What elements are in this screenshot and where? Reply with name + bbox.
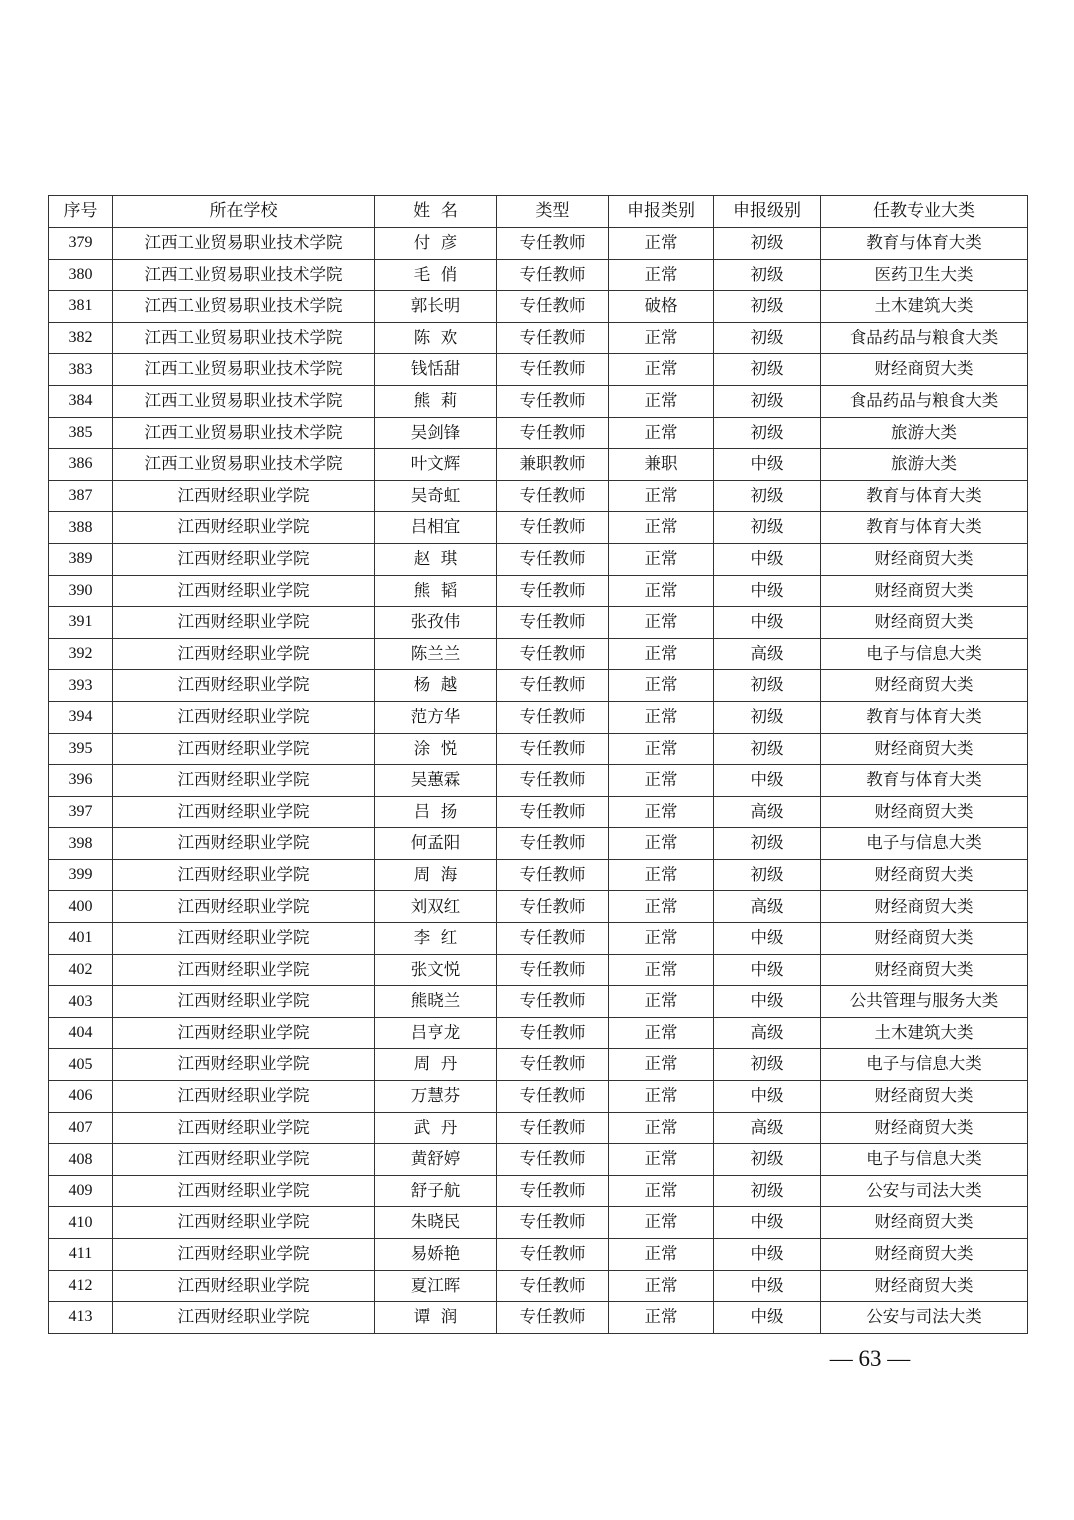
cell-number: 386 <box>49 449 113 481</box>
cell-application-category: 正常 <box>609 322 714 354</box>
cell-application-category: 正常 <box>609 796 714 828</box>
cell-major-category: 食品药品与粮食大类 <box>821 322 1028 354</box>
cell-major-category: 财经商贸大类 <box>821 354 1028 386</box>
cell-name: 万慧芬 <box>375 1081 497 1113</box>
cell-application-level: 中级 <box>714 1270 821 1302</box>
table-row <box>49 1239 1028 1271</box>
cell-application-category: 正常 <box>609 1239 714 1271</box>
table-row <box>49 638 1028 670</box>
cell-application-level: 初级 <box>714 733 821 765</box>
cell-type: 专任教师 <box>497 701 609 733</box>
cell-application-category: 正常 <box>609 1302 714 1334</box>
cell-type: 专任教师 <box>497 1207 609 1239</box>
cell-application-level: 中级 <box>714 607 821 639</box>
table-row <box>49 417 1028 449</box>
cell-number: 388 <box>49 512 113 544</box>
cell-number: 387 <box>49 480 113 512</box>
table-row <box>49 1302 1028 1334</box>
table-row <box>49 1207 1028 1239</box>
cell-major-category: 财经商贸大类 <box>821 1081 1028 1113</box>
cell-type: 专任教师 <box>497 1270 609 1302</box>
cell-name: 武 丹 <box>375 1112 497 1144</box>
cell-number: 399 <box>49 859 113 891</box>
cell-application-level: 初级 <box>714 354 821 386</box>
table-row <box>49 701 1028 733</box>
cell-school: 江西财经职业学院 <box>113 765 375 797</box>
cell-name: 赵 琪 <box>375 543 497 575</box>
cell-name: 何孟阳 <box>375 828 497 860</box>
cell-application-category: 正常 <box>609 228 714 260</box>
cell-number: 395 <box>49 733 113 765</box>
cell-school: 江西财经职业学院 <box>113 480 375 512</box>
cell-school: 江西财经职业学院 <box>113 733 375 765</box>
cell-major-category: 土木建筑大类 <box>821 1017 1028 1049</box>
cell-school: 江西工业贸易职业技术学院 <box>113 228 375 260</box>
cell-school: 江西财经职业学院 <box>113 638 375 670</box>
cell-number: 396 <box>49 765 113 797</box>
cell-type: 专任教师 <box>497 1049 609 1081</box>
cell-application-level: 中级 <box>714 449 821 481</box>
cell-school: 江西财经职业学院 <box>113 796 375 828</box>
cell-number: 383 <box>49 354 113 386</box>
cell-application-level: 初级 <box>714 417 821 449</box>
cell-number: 391 <box>49 607 113 639</box>
cell-number: 411 <box>49 1239 113 1271</box>
cell-application-level: 初级 <box>714 1175 821 1207</box>
cell-name: 郭长明 <box>375 291 497 323</box>
cell-application-category: 兼职 <box>609 449 714 481</box>
cell-type: 专任教师 <box>497 670 609 702</box>
cell-name: 刘双红 <box>375 891 497 923</box>
cell-name: 黄舒婷 <box>375 1144 497 1176</box>
cell-application-category: 正常 <box>609 417 714 449</box>
cell-type: 专任教师 <box>497 417 609 449</box>
cell-name: 舒子航 <box>375 1175 497 1207</box>
cell-number: 407 <box>49 1112 113 1144</box>
cell-school: 江西财经职业学院 <box>113 543 375 575</box>
cell-application-level: 高级 <box>714 891 821 923</box>
table-row <box>49 1049 1028 1081</box>
table-row <box>49 828 1028 860</box>
cell-name: 吴蕙霖 <box>375 765 497 797</box>
cell-number: 390 <box>49 575 113 607</box>
cell-major-category: 旅游大类 <box>821 417 1028 449</box>
cell-type: 专任教师 <box>497 923 609 955</box>
cell-school: 江西财经职业学院 <box>113 1302 375 1334</box>
cell-application-category: 正常 <box>609 512 714 544</box>
cell-name: 李 红 <box>375 923 497 955</box>
cell-application-level: 初级 <box>714 828 821 860</box>
cell-school: 江西财经职业学院 <box>113 1049 375 1081</box>
table-row <box>49 859 1028 891</box>
table-row <box>49 259 1028 291</box>
cell-application-level: 初级 <box>714 701 821 733</box>
cell-application-level: 中级 <box>714 1207 821 1239</box>
cell-name: 付 彦 <box>375 228 497 260</box>
cell-school: 江西财经职业学院 <box>113 701 375 733</box>
cell-name: 吴剑锋 <box>375 417 497 449</box>
cell-type: 专任教师 <box>497 228 609 260</box>
cell-major-category: 教育与体育大类 <box>821 512 1028 544</box>
cell-application-level: 初级 <box>714 291 821 323</box>
cell-application-level: 中级 <box>714 923 821 955</box>
cell-number: 409 <box>49 1175 113 1207</box>
cell-application-category: 正常 <box>609 828 714 860</box>
table-row <box>49 1112 1028 1144</box>
cell-type: 专任教师 <box>497 954 609 986</box>
cell-school: 江西财经职业学院 <box>113 1270 375 1302</box>
cell-application-level: 中级 <box>714 575 821 607</box>
cell-application-level: 中级 <box>714 986 821 1018</box>
cell-school: 江西财经职业学院 <box>113 670 375 702</box>
cell-name: 涂 悦 <box>375 733 497 765</box>
cell-name: 周 海 <box>375 859 497 891</box>
cell-number: 380 <box>49 259 113 291</box>
cell-major-category: 财经商贸大类 <box>821 796 1028 828</box>
cell-type: 专任教师 <box>497 607 609 639</box>
cell-application-level: 中级 <box>714 765 821 797</box>
cell-number: 381 <box>49 291 113 323</box>
cell-application-category: 正常 <box>609 923 714 955</box>
cell-number: 404 <box>49 1017 113 1049</box>
cell-school: 江西财经职业学院 <box>113 828 375 860</box>
cell-type: 专任教师 <box>497 1112 609 1144</box>
cell-name: 陈 欢 <box>375 322 497 354</box>
cell-application-category: 正常 <box>609 638 714 670</box>
cell-number: 394 <box>49 701 113 733</box>
cell-application-category: 正常 <box>609 607 714 639</box>
cell-application-level: 初级 <box>714 385 821 417</box>
cell-number: 393 <box>49 670 113 702</box>
cell-type: 专任教师 <box>497 1017 609 1049</box>
cell-name: 易娇艳 <box>375 1239 497 1271</box>
table-row <box>49 1081 1028 1113</box>
cell-name: 吕亨龙 <box>375 1017 497 1049</box>
cell-school: 江西财经职业学院 <box>113 1081 375 1113</box>
cell-application-level: 初级 <box>714 480 821 512</box>
cell-major-category: 财经商贸大类 <box>821 1239 1028 1271</box>
cell-application-category: 正常 <box>609 1207 714 1239</box>
cell-application-category: 正常 <box>609 543 714 575</box>
table-row <box>49 291 1028 323</box>
cell-application-category: 正常 <box>609 1112 714 1144</box>
table-header <box>49 196 1028 228</box>
cell-application-level: 初级 <box>714 259 821 291</box>
cell-application-level: 中级 <box>714 954 821 986</box>
cell-type: 专任教师 <box>497 986 609 1018</box>
page-number: — 63 — <box>829 1346 911 1371</box>
cell-name: 吕 扬 <box>375 796 497 828</box>
cell-school: 江西财经职业学院 <box>113 891 375 923</box>
table-row <box>49 449 1028 481</box>
cell-application-category: 正常 <box>609 701 714 733</box>
cell-application-level: 初级 <box>714 228 821 260</box>
cell-number: 406 <box>49 1081 113 1113</box>
table-row <box>49 954 1028 986</box>
cell-type: 专任教师 <box>497 1302 609 1334</box>
cell-major-category: 财经商贸大类 <box>821 1112 1028 1144</box>
teacher-roster-table <box>48 195 1028 1334</box>
cell-major-category: 财经商贸大类 <box>821 1207 1028 1239</box>
cell-major-category: 食品药品与粮食大类 <box>821 385 1028 417</box>
cell-name: 叶文辉 <box>375 449 497 481</box>
cell-application-category: 正常 <box>609 575 714 607</box>
table-row <box>49 543 1028 575</box>
cell-type: 专任教师 <box>497 1081 609 1113</box>
cell-number: 389 <box>49 543 113 575</box>
cell-major-category: 财经商贸大类 <box>821 891 1028 923</box>
cell-name: 杨 越 <box>375 670 497 702</box>
cell-application-category: 正常 <box>609 891 714 923</box>
cell-name: 夏江晖 <box>375 1270 497 1302</box>
cell-major-category: 旅游大类 <box>821 449 1028 481</box>
table-row <box>49 322 1028 354</box>
cell-application-level: 中级 <box>714 1239 821 1271</box>
cell-type: 专任教师 <box>497 291 609 323</box>
cell-major-category: 公安与司法大类 <box>821 1175 1028 1207</box>
cell-major-category: 财经商贸大类 <box>821 575 1028 607</box>
cell-major-category: 财经商贸大类 <box>821 543 1028 575</box>
header-cell-application-level: 申报级别 <box>714 196 821 228</box>
cell-major-category: 土木建筑大类 <box>821 291 1028 323</box>
cell-major-category: 医药卫生大类 <box>821 259 1028 291</box>
cell-type: 专任教师 <box>497 543 609 575</box>
cell-application-level: 初级 <box>714 322 821 354</box>
cell-application-category: 正常 <box>609 1144 714 1176</box>
cell-number: 410 <box>49 1207 113 1239</box>
table-body <box>49 228 1028 1334</box>
cell-application-category: 正常 <box>609 480 714 512</box>
cell-name: 张文悦 <box>375 954 497 986</box>
cell-name: 熊 韬 <box>375 575 497 607</box>
cell-type: 专任教师 <box>497 1144 609 1176</box>
cell-major-category: 财经商贸大类 <box>821 607 1028 639</box>
cell-school: 江西工业贸易职业技术学院 <box>113 291 375 323</box>
cell-application-level: 高级 <box>714 638 821 670</box>
cell-name: 谭 润 <box>375 1302 497 1334</box>
table-row <box>49 512 1028 544</box>
cell-school: 江西财经职业学院 <box>113 512 375 544</box>
cell-school: 江西财经职业学院 <box>113 575 375 607</box>
cell-application-category: 破格 <box>609 291 714 323</box>
cell-application-category: 正常 <box>609 354 714 386</box>
cell-application-category: 正常 <box>609 670 714 702</box>
cell-school: 江西财经职业学院 <box>113 1112 375 1144</box>
cell-number: 385 <box>49 417 113 449</box>
cell-type: 专任教师 <box>497 354 609 386</box>
cell-major-category: 电子与信息大类 <box>821 1049 1028 1081</box>
cell-number: 413 <box>49 1302 113 1334</box>
cell-major-category: 财经商贸大类 <box>821 923 1028 955</box>
header-cell-name: 姓 名 <box>375 196 497 228</box>
cell-application-category: 正常 <box>609 986 714 1018</box>
cell-school: 江西财经职业学院 <box>113 1207 375 1239</box>
cell-type: 专任教师 <box>497 828 609 860</box>
cell-type: 专任教师 <box>497 733 609 765</box>
cell-major-category: 电子与信息大类 <box>821 828 1028 860</box>
cell-application-category: 正常 <box>609 733 714 765</box>
cell-number: 412 <box>49 1270 113 1302</box>
cell-application-level: 高级 <box>714 1112 821 1144</box>
cell-application-category: 正常 <box>609 259 714 291</box>
cell-name: 吕相宜 <box>375 512 497 544</box>
cell-number: 382 <box>49 322 113 354</box>
cell-name: 熊 莉 <box>375 385 497 417</box>
cell-type: 专任教师 <box>497 796 609 828</box>
table-row <box>49 796 1028 828</box>
cell-major-category: 教育与体育大类 <box>821 228 1028 260</box>
cell-name: 朱晓民 <box>375 1207 497 1239</box>
cell-application-category: 正常 <box>609 1081 714 1113</box>
cell-name: 熊晓兰 <box>375 986 497 1018</box>
table-row <box>49 670 1028 702</box>
cell-school: 江西工业贸易职业技术学院 <box>113 385 375 417</box>
table-row <box>49 480 1028 512</box>
cell-type: 专任教师 <box>497 512 609 544</box>
cell-application-level: 初级 <box>714 512 821 544</box>
header-cell-major-category: 任教专业大类 <box>821 196 1028 228</box>
cell-application-level: 中级 <box>714 1302 821 1334</box>
cell-major-category: 电子与信息大类 <box>821 638 1028 670</box>
cell-major-category: 财经商贸大类 <box>821 954 1028 986</box>
cell-school: 江西工业贸易职业技术学院 <box>113 322 375 354</box>
cell-school: 江西财经职业学院 <box>113 986 375 1018</box>
cell-name: 陈兰兰 <box>375 638 497 670</box>
cell-major-category: 教育与体育大类 <box>821 480 1028 512</box>
cell-school: 江西财经职业学院 <box>113 954 375 986</box>
cell-application-level: 高级 <box>714 796 821 828</box>
cell-name: 周 丹 <box>375 1049 497 1081</box>
cell-application-category: 正常 <box>609 1175 714 1207</box>
cell-name: 吴奇虹 <box>375 480 497 512</box>
cell-application-category: 正常 <box>609 765 714 797</box>
header-cell-number: 序号 <box>49 196 113 228</box>
cell-number: 405 <box>49 1049 113 1081</box>
cell-application-category: 正常 <box>609 859 714 891</box>
table-row <box>49 891 1028 923</box>
cell-number: 402 <box>49 954 113 986</box>
table-row <box>49 986 1028 1018</box>
table-row <box>49 575 1028 607</box>
table-row <box>49 354 1028 386</box>
cell-major-category: 电子与信息大类 <box>821 1144 1028 1176</box>
table-row <box>49 1017 1028 1049</box>
cell-application-level: 高级 <box>714 1017 821 1049</box>
cell-type: 专任教师 <box>497 891 609 923</box>
cell-number: 398 <box>49 828 113 860</box>
cell-type: 专任教师 <box>497 1175 609 1207</box>
header-row <box>49 196 1028 228</box>
cell-major-category: 财经商贸大类 <box>821 670 1028 702</box>
table-row <box>49 923 1028 955</box>
cell-school: 江西工业贸易职业技术学院 <box>113 417 375 449</box>
cell-application-category: 正常 <box>609 385 714 417</box>
cell-number: 403 <box>49 986 113 1018</box>
cell-application-level: 初级 <box>714 1144 821 1176</box>
cell-school: 江西财经职业学院 <box>113 607 375 639</box>
cell-application-level: 中级 <box>714 543 821 575</box>
cell-type: 兼职教师 <box>497 449 609 481</box>
cell-number: 379 <box>49 228 113 260</box>
table-row <box>49 228 1028 260</box>
cell-type: 专任教师 <box>497 575 609 607</box>
cell-type: 专任教师 <box>497 638 609 670</box>
cell-major-category: 财经商贸大类 <box>821 859 1028 891</box>
cell-major-category: 公安与司法大类 <box>821 1302 1028 1334</box>
cell-school: 江西财经职业学院 <box>113 1175 375 1207</box>
cell-school: 江西工业贸易职业技术学院 <box>113 259 375 291</box>
table-row <box>49 1270 1028 1302</box>
cell-name: 范方华 <box>375 701 497 733</box>
cell-type: 专任教师 <box>497 1239 609 1271</box>
header-cell-school: 所在学校 <box>113 196 375 228</box>
cell-type: 专任教师 <box>497 480 609 512</box>
table-row <box>49 765 1028 797</box>
cell-number: 408 <box>49 1144 113 1176</box>
cell-school: 江西工业贸易职业技术学院 <box>113 449 375 481</box>
cell-school: 江西工业贸易职业技术学院 <box>113 354 375 386</box>
cell-number: 392 <box>49 638 113 670</box>
cell-name: 钱恬甜 <box>375 354 497 386</box>
cell-school: 江西财经职业学院 <box>113 1144 375 1176</box>
cell-type: 专任教师 <box>497 385 609 417</box>
cell-number: 401 <box>49 923 113 955</box>
cell-type: 专任教师 <box>497 859 609 891</box>
cell-major-category: 教育与体育大类 <box>821 765 1028 797</box>
table-row <box>49 1144 1028 1176</box>
cell-application-category: 正常 <box>609 954 714 986</box>
cell-type: 专任教师 <box>497 322 609 354</box>
cell-application-level: 中级 <box>714 1081 821 1113</box>
cell-number: 397 <box>49 796 113 828</box>
cell-type: 专任教师 <box>497 765 609 797</box>
cell-application-level: 初级 <box>714 670 821 702</box>
cell-application-category: 正常 <box>609 1049 714 1081</box>
cell-number: 400 <box>49 891 113 923</box>
cell-major-category: 公共管理与服务大类 <box>821 986 1028 1018</box>
cell-major-category: 财经商贸大类 <box>821 1270 1028 1302</box>
cell-application-level: 初级 <box>714 859 821 891</box>
table-row <box>49 385 1028 417</box>
table-row <box>49 607 1028 639</box>
cell-application-level: 初级 <box>714 1049 821 1081</box>
cell-application-category: 正常 <box>609 1017 714 1049</box>
cell-major-category: 财经商贸大类 <box>821 733 1028 765</box>
cell-major-category: 教育与体育大类 <box>821 701 1028 733</box>
cell-number: 384 <box>49 385 113 417</box>
cell-application-category: 正常 <box>609 1270 714 1302</box>
table-row <box>49 733 1028 765</box>
header-cell-application-category: 申报类别 <box>609 196 714 228</box>
cell-school: 江西财经职业学院 <box>113 1017 375 1049</box>
cell-type: 专任教师 <box>497 259 609 291</box>
cell-school: 江西财经职业学院 <box>113 923 375 955</box>
cell-school: 江西财经职业学院 <box>113 1239 375 1271</box>
cell-name: 张孜伟 <box>375 607 497 639</box>
cell-name: 毛 俏 <box>375 259 497 291</box>
cell-school: 江西财经职业学院 <box>113 859 375 891</box>
table-row <box>49 1175 1028 1207</box>
header-cell-type: 类型 <box>497 196 609 228</box>
